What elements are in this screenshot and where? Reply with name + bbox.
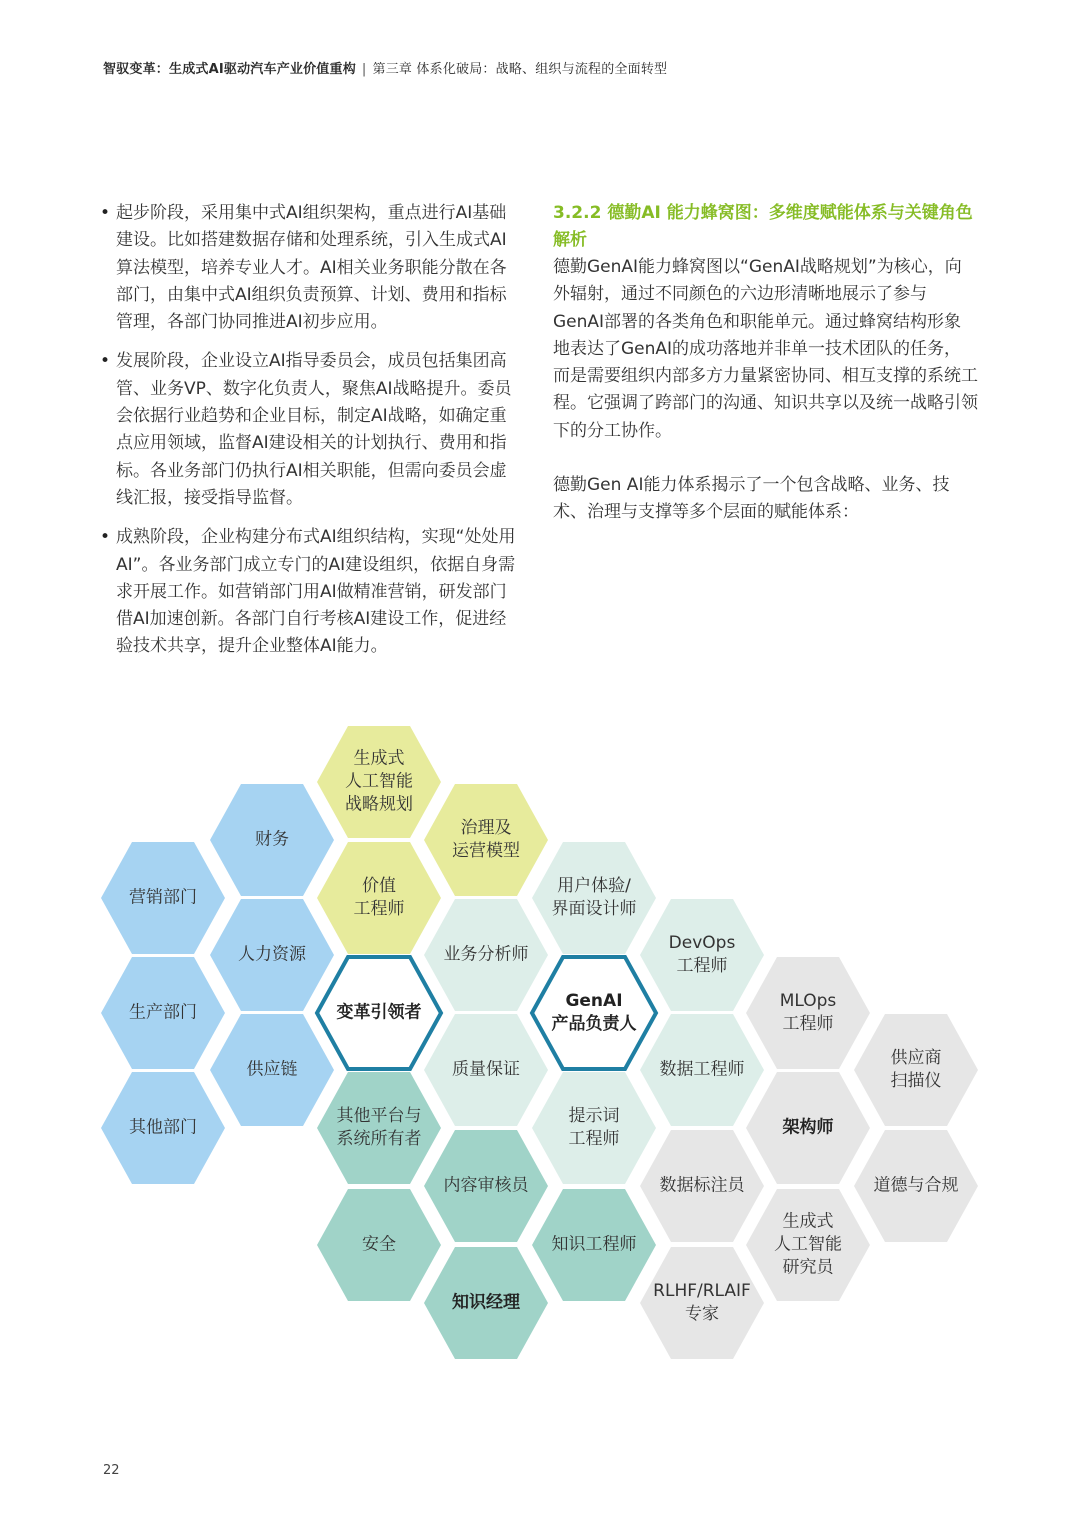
hexagon-label: 内容审核员 (443, 1175, 529, 1196)
bullet-dot: • (100, 351, 111, 372)
right-column (553, 200, 978, 527)
bullet-item-start (100, 200, 520, 336)
header-separator: | (361, 62, 367, 77)
hexagon-label: 生成式 人工智能 战略规划 (345, 748, 413, 815)
hexagon-label: 供应商 扫描仪 (890, 1048, 942, 1091)
hexagon-label: 其他部门 (129, 1117, 197, 1138)
hexagon-label: MLOps 工程师 (779, 991, 837, 1034)
hexagon-label: GenAI 产品负责人 (551, 991, 637, 1034)
hexagon-label: 用户体验/ 界面设计师 (551, 876, 637, 919)
system-paragraph: 德勤Gen AI能力体系揭示了一个包含战略、业务、技术、治理与支撑等多个层面的赋能体系： (553, 475, 950, 523)
hexagon-label: 业务分析师 (443, 944, 529, 965)
bullet-item-develop (100, 348, 520, 512)
hexagon-label: 生产部门 (129, 1002, 197, 1023)
hexagon-label: 价值 工程师 (353, 876, 405, 919)
hexagon-label: 数据标注员 (659, 1175, 745, 1196)
hexagon-label: 数据工程师 (659, 1059, 745, 1080)
capability-honeycomb (0, 720, 1080, 1380)
intro-paragraph: 德勤GenAI能力蜂窝图以“GenAI战略规划”为核心，向外辐射，通过不同颜色的六边形清晰地展示了参与GenAI部署的各类角色和职能单元。通过蜂窝结构形象地表达了GenAI的成功落地并非单一技术团队的任务，而是需要组织内部多方力量紧密协同、相互支撑的系统工程。它强调了跨部门的沟通、知识共享以及统一战略引领下的分工协作。 (553, 257, 978, 441)
hexagon-label: 知识工程师 (551, 1234, 637, 1255)
bullet-text: 发展阶段，企业设立AI指导委员会，成员包括集团高管、业务VP、数字化负责人，聚焦AI战略提升。委员会依据行业趋势和企业目标，制定AI战略，如确定重点应用领域，监督AI建设相关的计划执行、费用和指标。各业务部门仍执行AI相关职能，但需向委员会虚线汇报，接受指导监督。 (116, 351, 512, 508)
hexagon-label: 其他平台与 系统所有者 (336, 1106, 422, 1149)
hexagon-label: 人力资源 (238, 944, 306, 965)
hexagon-label: 生成式 人工智能 研究员 (774, 1211, 842, 1278)
left-column (100, 200, 520, 673)
section-title: 3.2.2 德勤AI 能力蜂窝图：多维度赋能体系与关键角色解析 (553, 203, 973, 250)
hexagon-label: 质量保证 (452, 1059, 520, 1080)
hexagon-label: DevOps 工程师 (668, 933, 736, 976)
bullet-item-mature (100, 524, 520, 660)
report-title: 智驭变革：生成式AI驱动汽车产业价值重构 (103, 62, 356, 77)
hexagon-label: 变革引领者 (336, 1002, 422, 1023)
hexagon-label: 架构师 (782, 1117, 834, 1138)
bullet-dot: • (100, 527, 111, 548)
page-header (103, 58, 667, 77)
bullet-dot: • (100, 203, 111, 223)
hexagon-label: 提示词 工程师 (568, 1106, 620, 1149)
hexagon-label: RLHF/RLAIF 专家 (653, 1281, 751, 1324)
bullet-text: 起步阶段，采用集中式AI组织架构，重点进行AI基础建设。比如搭建数据存储和处理系统，引入生成式AI算法模型，培养专业人才。AI相关业务职能分散在各部门，由集中式AI组织负责预算、计划、费用和指标管理，各部门协同推进AI初步应用。 (116, 203, 507, 333)
hexagon-label: 供应链 (246, 1059, 298, 1080)
hexagon-label: 安全 (362, 1234, 396, 1255)
bullet-text: 成熟阶段，企业构建分布式AI组织结构，实现“处处用AI”。各业务部门成立专门的AI建设组织，依据自身需求开展工作。如营销部门用AI做精准营销，研发部门借AI加速创新。各部门自行考核AI建设工作，促进经验技术共享，提升企业整体AI能力。 (116, 527, 516, 657)
page-number: 22 (103, 1463, 120, 1478)
hexagon-label: 道德与合规 (873, 1175, 959, 1196)
hexagon-label: 知识经理 (452, 1292, 520, 1313)
chapter-title: 第三章 体系化破局：战略、组织与流程的全面转型 (372, 62, 668, 77)
hexagon-label: 治理及 运营模型 (452, 818, 520, 861)
hexagon-label: 营销部门 (129, 887, 197, 908)
hexagon-label: 财务 (255, 829, 289, 850)
